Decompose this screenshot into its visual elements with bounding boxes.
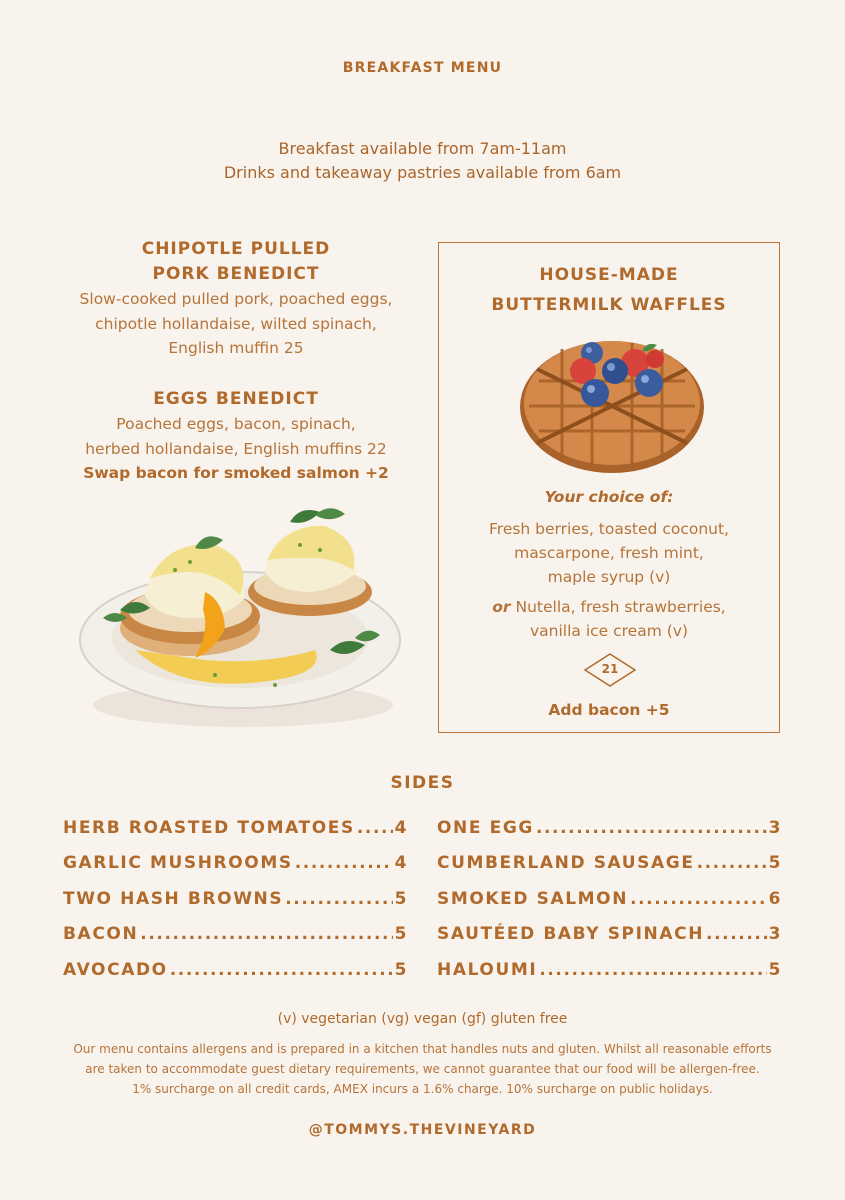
eggs-benedict-illustration — [75, 500, 405, 735]
side-price: 5 — [394, 889, 408, 909]
price-diamond-icon — [584, 653, 636, 687]
side-item — [437, 853, 782, 873]
option-1-line-3: maple syrup (v) — [547, 568, 671, 586]
side-item — [437, 960, 782, 980]
dot-leader — [295, 853, 393, 873]
dish-desc-line-2: herbed hollandaise, English muffins 22 — [85, 439, 387, 458]
side-price: 3 — [768, 818, 782, 838]
dish-name: EGGS BENEDICT — [153, 389, 319, 409]
allergen-note — [40, 1039, 805, 1099]
social-handle: @TOMMYS.THEVINEYARD — [308, 1122, 537, 1138]
side-price: 4 — [394, 818, 408, 838]
side-item — [63, 853, 408, 873]
side-name: GARLIC MUSHROOMS — [63, 853, 293, 873]
dot-leader — [539, 960, 766, 980]
side-item — [63, 924, 408, 944]
side-item — [63, 960, 408, 980]
side-name: ONE EGG — [437, 818, 534, 838]
side-name: AVOCADO — [63, 960, 168, 980]
availability-info — [0, 137, 845, 185]
swap-option: Swap bacon for smoked salmon +2 — [83, 464, 389, 482]
dot-leader — [140, 924, 392, 944]
dietary-legend: (v) vegetarian (vg) vegan (gf) gluten free — [277, 1011, 568, 1027]
option-1-line-1: Fresh berries, toasted coconut, — [489, 520, 729, 538]
side-name: BACON — [63, 924, 139, 944]
waffle-illustration — [517, 331, 707, 476]
side-item — [437, 924, 782, 944]
side-item — [63, 818, 408, 838]
side-price: 4 — [394, 853, 408, 873]
dish-name-line-2: PORK BENEDICT — [152, 264, 320, 284]
side-item — [437, 889, 782, 909]
availability-line-1: Breakfast available from 7am-11am — [278, 139, 567, 158]
side-price: 5 — [394, 924, 408, 944]
waffles-price: 21 — [601, 662, 619, 676]
dot-leader — [357, 818, 393, 838]
option-2-text: Nutella, fresh strawberries, — [510, 598, 726, 616]
sides-title: SIDES — [390, 773, 455, 793]
dot-leader — [697, 853, 767, 873]
dish-desc-line-1: Slow-cooked pulled pork, poached eggs, — [79, 290, 393, 308]
side-item — [63, 889, 408, 909]
chipotle-dish — [55, 237, 417, 361]
dish-desc-line-2: chipotle hollandaise, wilted spinach, — [95, 314, 377, 333]
side-item — [437, 818, 782, 838]
note-line-2: are taken to accommodate guest dietary requirements, we cannot guarantee that our food will be allergen-free. — [85, 1062, 760, 1076]
side-name: TWO HASH BROWNS — [63, 889, 284, 909]
choice-label: Your choice of: — [544, 488, 674, 506]
side-price: 6 — [768, 889, 782, 909]
or-label: or — [492, 598, 511, 616]
side-name: SMOKED SALMON — [437, 889, 629, 909]
dot-leader — [630, 889, 767, 909]
dish-name-line-1: CHIPOTLE PULLED — [141, 239, 331, 259]
side-price: 5 — [768, 853, 782, 873]
dot-leader — [285, 889, 392, 909]
option-2-line-1 — [439, 595, 779, 620]
side-name: SAUTÉED BABY SPINACH — [437, 924, 705, 944]
waffles-name-line-2: BUTTERMILK WAFFLES — [491, 295, 727, 315]
dish-desc-line-3: English muffin 25 — [168, 339, 304, 357]
side-price: 5 — [394, 960, 408, 980]
dot-leader — [706, 924, 767, 944]
dot-leader — [170, 960, 393, 980]
addon-bacon: Add bacon +5 — [548, 701, 670, 719]
eggs-benedict-dish — [55, 387, 417, 486]
side-name: HERB ROASTED TOMATOES — [63, 818, 355, 838]
side-price: 3 — [768, 924, 782, 944]
side-price: 5 — [768, 960, 782, 980]
side-name: CUMBERLAND SAUSAGE — [437, 853, 695, 873]
note-line-1: Our menu contains allergens and is prepared in a kitchen that handles nuts and gluten. Whilst all reasonable efforts — [73, 1042, 772, 1056]
menu-title: BREAKFAST MENU — [342, 60, 503, 76]
side-name: HALOUMI — [437, 960, 538, 980]
availability-line-2: Drinks and takeaway pastries available from 6am — [223, 163, 622, 182]
waffles-card — [438, 242, 780, 733]
dot-leader — [536, 818, 767, 838]
dish-desc-line-1: Poached eggs, bacon, spinach, — [116, 415, 356, 433]
option-1-line-2: mascarpone, fresh mint, — [514, 544, 704, 562]
waffles-name-line-1: HOUSE-MADE — [539, 265, 679, 285]
option-2-line-2: vanilla ice cream (v) — [529, 622, 688, 640]
note-line-3: 1% surcharge on all credit cards, AMEX incurs a 1.6% charge. 10% surcharge on public holidays. — [132, 1082, 713, 1096]
